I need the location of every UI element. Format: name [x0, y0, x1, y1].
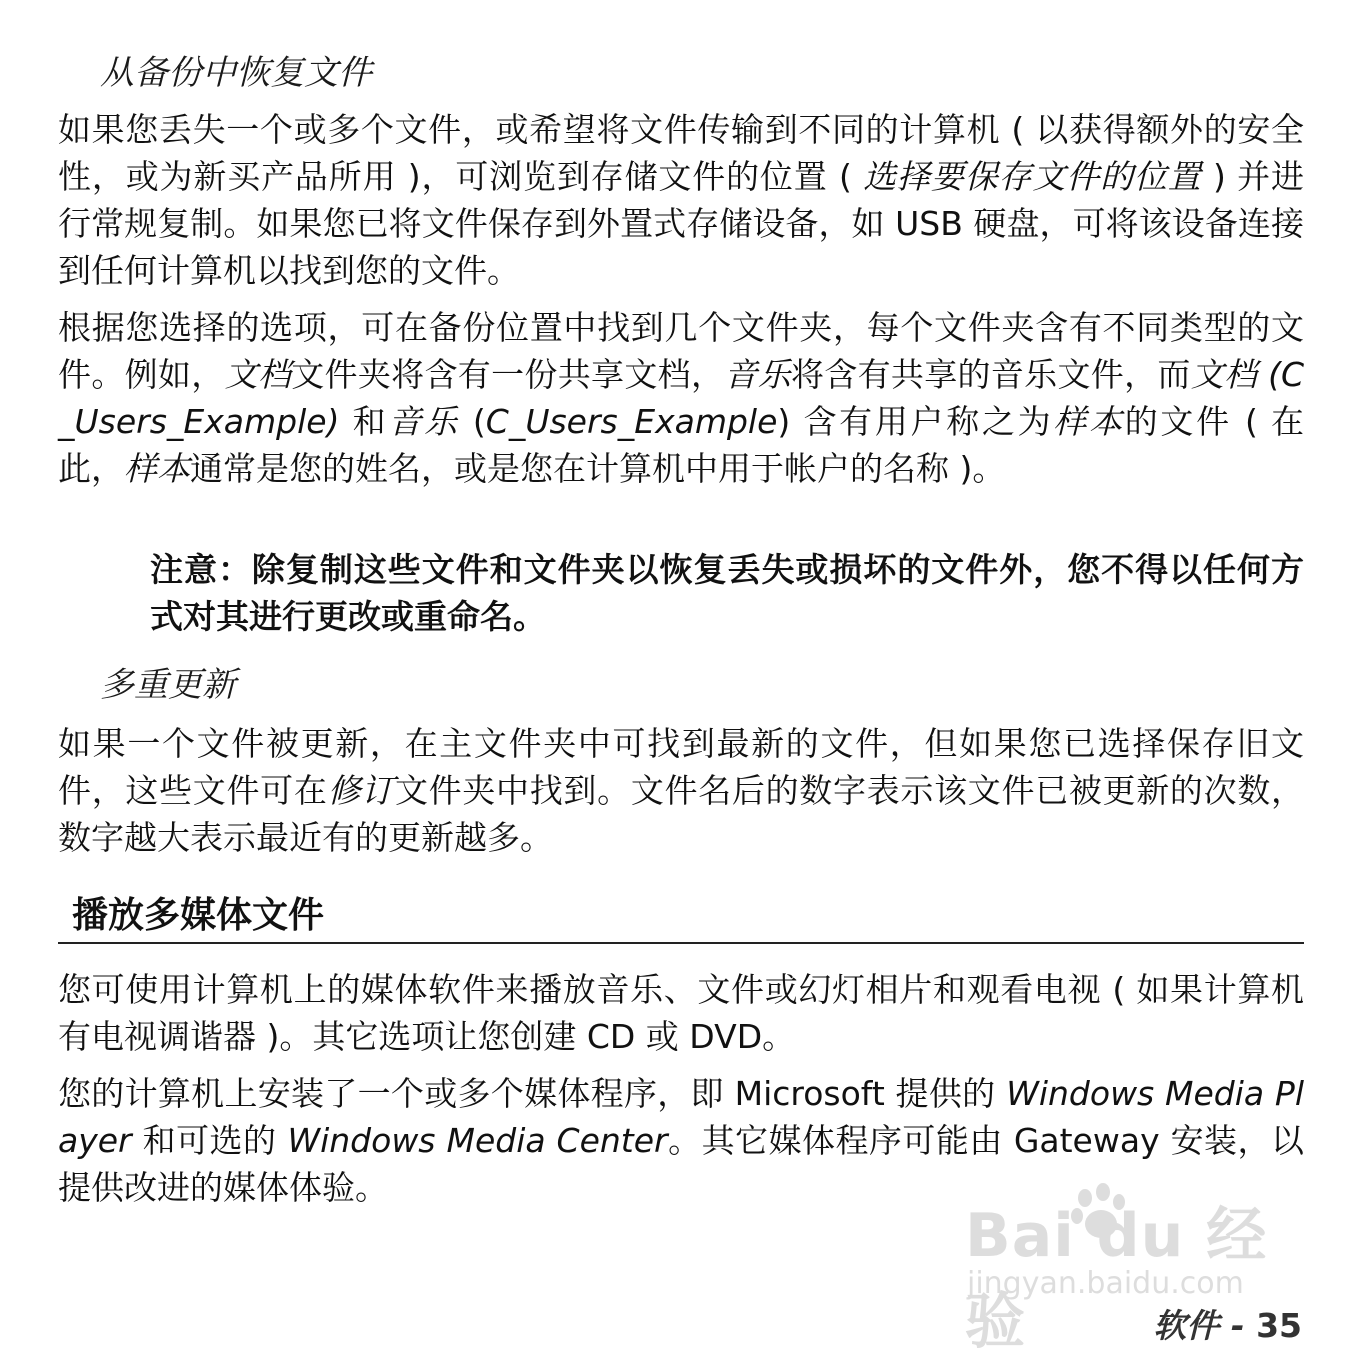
- section-title-play-media: 播放多媒体文件: [72, 895, 325, 936]
- footer-chapter-label: 软件 -: [1153, 1306, 1245, 1345]
- sample-term: 样本: [124, 449, 190, 488]
- text-run: 将含有共享的音乐文件，而: [790, 355, 1191, 394]
- text-run: 。其它媒体程序可能由 Gateway 安装，以提供改进的媒体体验。: [58, 1121, 1304, 1207]
- text-run: 根据您选择的选项，可在备份位置中找到几个文件夹，每个文件夹含有不同类型的文件。例如，: [58, 308, 1304, 394]
- text-run: 如果您丢失一个或多个文件，或希望将文件传输到不同的计算机 ( 以获得额外的安全性，或为新买产品所用 )，可浏览到存储文件的位置 (: [58, 110, 1304, 196]
- document-page: [58, 0, 1304, 1360]
- watermark-url: jingyan.baidu.com: [967, 1266, 1244, 1301]
- text-run: ) 含有用户称之为: [777, 402, 1054, 441]
- folder-name-music: 音乐: [388, 402, 460, 441]
- product-name-wmp: Windows Media Player: [58, 1074, 1304, 1160]
- watermark-logo: Bai du 经验: [965, 1201, 1268, 1357]
- text-run: 您的计算机上安装了一个或多个媒体程序，即 Microsoft 提供的: [58, 1074, 1007, 1113]
- text-run: 文件夹将含有一份共享文档，: [291, 355, 725, 394]
- text-run: 和可选的: [131, 1121, 288, 1160]
- sample-term: 样本: [1053, 402, 1125, 441]
- text-run: 通常是您的姓名，或是您在计算机中用于帐户的名称 )。: [190, 449, 1006, 488]
- folder-path: C_Users_Example: [485, 402, 778, 441]
- text-run: 文件夹中找到。文件名后的数字表示该文件已被更新的次数，数字越大表示最近有的更新越多。: [58, 771, 1305, 857]
- subhead-restore-from-backup: 从备份中恢复文件: [100, 53, 372, 93]
- folder-name-music: 音乐: [724, 355, 791, 394]
- page-number: 35: [1256, 1306, 1302, 1345]
- folder-name-documents: 文档: [224, 355, 292, 394]
- text-run: (: [459, 402, 486, 441]
- paragraph-multiple-updates: [58, 720, 1304, 861]
- text-run: 和: [339, 402, 389, 441]
- text-run: 如果一个文件被更新，在主文件夹中可找到最新的文件，但如果您已选择保存旧文件，这些文件可在: [58, 724, 1304, 810]
- section-divider: [58, 942, 1304, 944]
- note-warning: 注意：除复制这些文件和文件夹以恢复丢失或损坏的文件外，您不得以任何方式对其进行更改或重命名。: [150, 550, 1304, 636]
- text-run: ) 并进行常规复制。如果您已将文件保存到外置式存储设备，如 USB 硬盘，可将该设备连接到任何计算机以找到您的文件。: [58, 157, 1305, 290]
- paragraph-backup-folders: [58, 304, 1304, 492]
- cross-reference-link: 选择要保存文件的位置: [863, 157, 1202, 196]
- product-name-wmc: Windows Media Center: [287, 1121, 668, 1160]
- folder-name-revisions: 修订: [327, 771, 395, 810]
- text-run: 的文件 ( 在此，: [58, 402, 1304, 488]
- paragraph-media-software: 您可使用计算机上的媒体软件来播放音乐、文件或幻灯相片和观看电视 ( 如果计算机有电视调谐器 )。其它选项让您创建 CD 或 DVD。: [58, 970, 1304, 1056]
- folder-name-documents-path: 文档 (C_Users_Example): [58, 355, 1305, 441]
- page-footer: [1153, 1304, 1302, 1348]
- subhead-multiple-updates: 多重更新: [100, 665, 236, 705]
- paragraph-restore-files: [58, 106, 1304, 294]
